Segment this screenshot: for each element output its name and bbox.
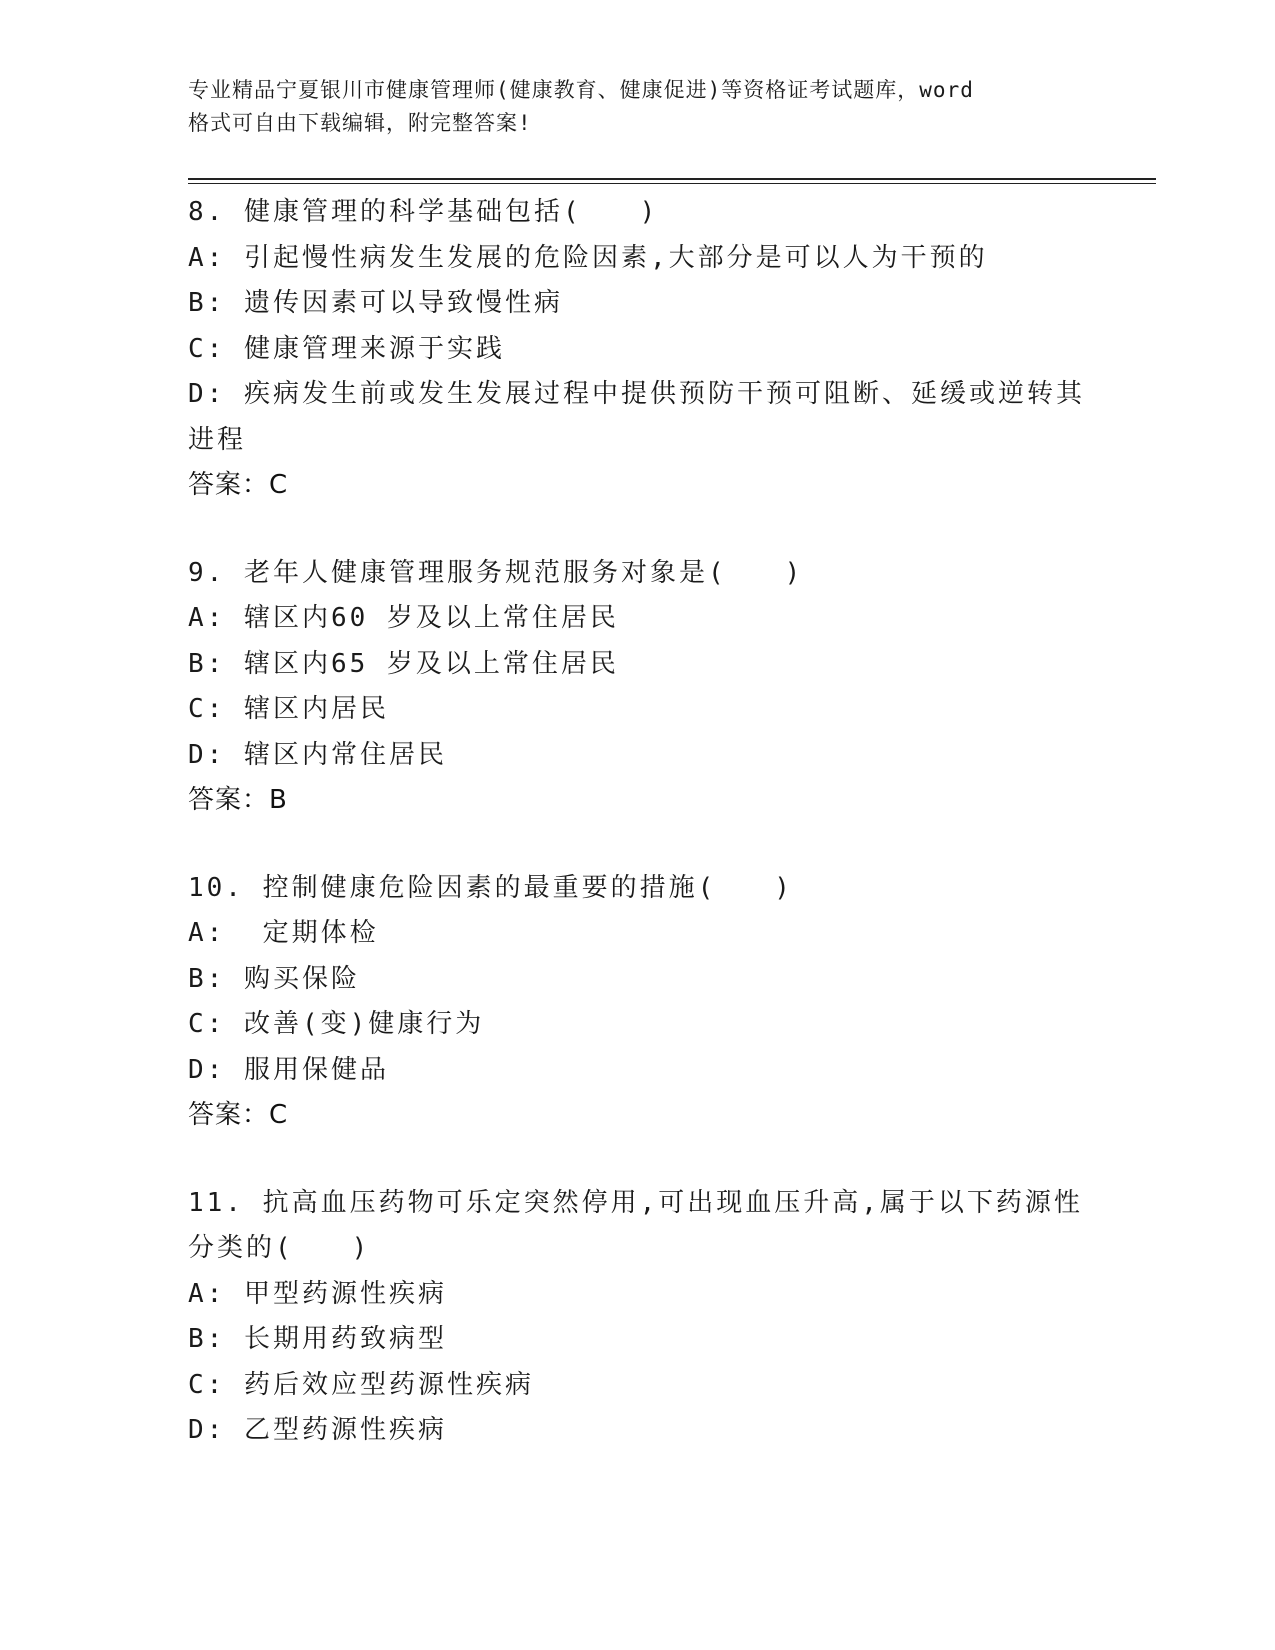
option-c: C: 改善(变)健康行为 (188, 1009, 485, 1039)
document-header (188, 74, 1068, 140)
option-a: A: 甲型药源性疾病 (188, 1278, 447, 1309)
option-b: B: 遗传因素可以导致慢性病 (188, 288, 563, 318)
option-a: A: 引起慢性病发生发展的危险因素,大部分是可以人为干预的 (188, 242, 988, 273)
header-line-2: 格式可自由下载编辑，附完整答案! (188, 111, 532, 135)
header-divider-thick (188, 178, 1156, 180)
question-list (188, 190, 1088, 1496)
option-b: B: 辖区内65 岁及以上常住居民 (188, 648, 619, 679)
option-d: D: 疾病发生前或发生发展过程中提供预防干预可阻断、延缓或逆转其 (188, 379, 1085, 409)
option-a: A: 定期体检 (188, 918, 379, 948)
question-8 (188, 190, 1088, 509)
answer-text: 答案：C (188, 1100, 289, 1130)
option-d: D: 辖区内常住居民 (188, 739, 447, 770)
option-d: D: 乙型药源性疾病 (188, 1415, 447, 1445)
question-stem: 10. 控制健康危险因素的最重要的措施( ) (188, 872, 793, 903)
option-c: C: 健康管理来源于实践 (188, 333, 505, 364)
option-b: B: 长期用药致病型 (188, 1324, 447, 1354)
question-stem-continuation: 分类的( ) (188, 1233, 371, 1263)
answer-text: 答案：C (188, 470, 289, 500)
option-d: D: 服用保健品 (188, 1054, 389, 1085)
question-10 (188, 866, 1088, 1139)
question-stem: 11. 抗高血压药物可乐定突然停用,可出现血压升高,属于以下药源性 (188, 1187, 1083, 1218)
header-divider-thin (188, 183, 1156, 184)
option-b: B: 购买保险 (188, 963, 360, 994)
option-c: C: 辖区内居民 (188, 694, 389, 724)
question-11 (188, 1181, 1088, 1454)
question-9 (188, 551, 1088, 824)
option-d-continuation: 进程 (188, 424, 247, 455)
answer-text: 答案：B (188, 785, 288, 815)
option-a: A: 辖区内60 岁及以上常住居民 (188, 603, 619, 633)
question-stem: 9. 老年人健康管理服务规范服务对象是( ) (188, 557, 804, 588)
question-stem: 8. 健康管理的科学基础包括( ) (188, 197, 659, 227)
option-c: C: 药后效应型药源性疾病 (188, 1369, 534, 1400)
header-line-1: 专业精品宁夏银川市健康管理师(健康教育、健康促进)等资格证考试题库，word (188, 78, 974, 102)
